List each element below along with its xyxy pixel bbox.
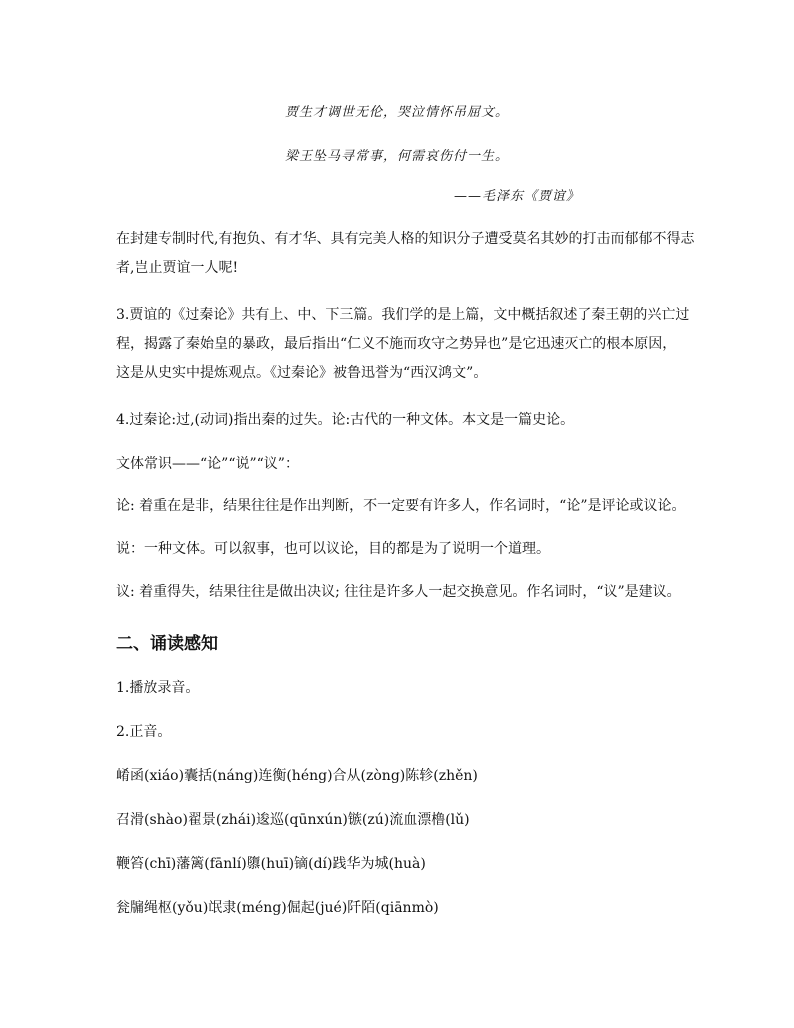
pronunciation-line-3: 鞭笞(chī)藩篱(fānlí)隳(huī)镝(dí)践华为城(huà) <box>116 856 426 872</box>
poem-line-1: 贾生才调世无伦，哭泣情怀吊屈文。 <box>284 105 509 120</box>
paragraph-3 <box>116 301 690 388</box>
genre-lun: 论: 着重在是非，结果往往是作出判断，不一定要有许多人，作名词时，“论”是评论或议论。 <box>116 498 686 514</box>
paragraph-4: 4.过秦论:过,(动词)指出秦的过失。论:古代的一种文体。本文是一篇史论。 <box>116 412 575 428</box>
section-2-item-2: 2.正音。 <box>116 724 172 740</box>
paragraph-3-line-1: 3.贾谊的《过秦论》共有上、中、下三篇。我们学的是上篇，文中概括叙述了秦王朝的兴亡过 <box>116 307 690 323</box>
pronunciation-line-4: 瓮牖绳枢(yǒu)氓隶(méng)倔起(jué)阡陌(qiānmò) <box>116 900 439 916</box>
intro-line-1: 在封建专制时代,有抱负、有才华、具有完美人格的知识分子遭受莫名其妙的打击而郁郁不得志 <box>116 231 695 247</box>
section-2-heading: 二、诵读感知 <box>116 634 218 654</box>
section-2-item-1: 1.播放录音。 <box>116 680 200 696</box>
genre-shuo: 说：一种文体。可以叙事，也可以议论，目的都是为了说明一个道理。 <box>116 541 550 557</box>
pronunciation-line-2: 召滑(shào)翟景(zhái)逡巡(qūnxún)镞(zú)流血漂橹(lǔ) <box>116 812 470 828</box>
poem-attribution: ——毛泽东《贾谊》 <box>453 189 580 204</box>
poem-line-2: 梁王坠马寻常事，何需哀伤付一生。 <box>284 149 509 164</box>
paragraph-3-line-2: 程，揭露了秦始皇的暴政，最后指出“仁义不施而攻守之势异也”是它迅速灭亡的根本原因， <box>116 336 677 352</box>
genre-yi: 议: 着重得失，结果往往是做出决议; 往往是许多人一起交换意见。作名词时，“议”是建议。 <box>116 584 681 600</box>
paragraph-3-line-3: 这是从史实中提炼观点。《过秦论》被鲁迅誉为“西汉鸿文”。 <box>116 365 488 381</box>
pronunciation-line-1: 崤函(xiáo)囊括(náng)连衡(héng)合从(zòng)陈轸(zhěn) <box>116 768 478 784</box>
intro-line-2: 者,岂止贾谊一人呢! <box>116 260 239 276</box>
intro-paragraph <box>116 225 695 283</box>
genre-title: 文体常识——“论”“说”“议”： <box>116 456 299 472</box>
